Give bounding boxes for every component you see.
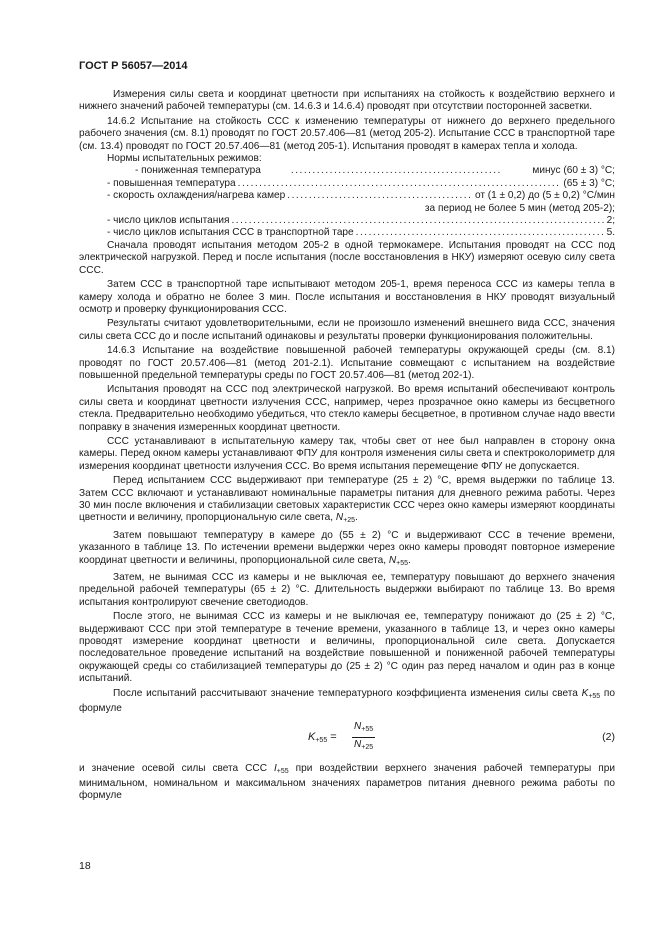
norm-row-cycles [79,215,615,227]
text-segment: и значение осевой силы света ССС [79,762,274,774]
formula-number: (2) [602,730,615,743]
norm-value: (65 ± 3) °С; [563,177,615,189]
subscript-plus-55: +55 [315,736,328,744]
norm-value: 5. [606,227,615,239]
symbol-n: N [354,720,362,732]
norm-value: минус (60 ± 3) °С; [532,165,615,177]
paragraph-results: Результаты считают удовлетворительными, если не произошло изменений внешнего вида ССС, значения силы света ССС до и после испытаний одинаковы и результаты проверки функционирования положительны. [79,318,615,342]
symbol-n: N [388,554,397,566]
subscript-plus-25: +25 [343,517,356,525]
symbol-i: I [273,762,277,774]
paragraph-camera-setup: ССС устанавливают в испытательную камеру так, чтобы свет от нее был направлен в сторону окна камеры. Перед окном камеры устанавливают ФПУ для контроля изменения силы света и спектроколориметр для измерения координат цветности излучения ССС. Во время испытания перемещение ФПУ не допускается. [79,435,615,472]
norm-row-cooling-rate-period: за период не более 5 мин (метод 205-2); [424,202,615,214]
paragraph-before-test [79,475,615,528]
fraction-denominator [352,738,375,754]
paragraph-raise-to-65: Затем, не вынимая ССС из камеры и не выключая ее, температуру повышают до верхнего значения предельной рабочей температуры (65 ± 2) °С. Длительность выдержки выбирают по таблице 13. Во время испытания контролируют свечение светодиодов. [79,572,615,608]
norm-label: - повышенная температура [107,177,236,189]
leader-dots [231,215,604,227]
symbol-n: N [335,512,344,524]
leader-dots [287,190,473,202]
paragraph-lower-to-25: После этого, не вынимая ССС из камеры и не выключая ее, температуру понижают до (25 ± 2) °С, выдерживают ССС при этой температуре в течение времени, указанного в таблице 13, и через окно камеры проводят измерение координат цветности и величины, пропорциональной силе света. Допускается последовательное проведение испытаний на воздействие повышенной и пониженной рабочей температуры окружающей среды со стабилизацией температуры до (25 ± 2) °С один раз перед началом и один раз в конце испытаний. [79,611,615,685]
subscript-plus-25: +25 [361,743,374,751]
norms-title: Нормы испытательных режимов: [107,153,262,165]
norm-label: - число циклов испытания [107,215,230,227]
norm-value: 2; [606,215,615,227]
norm-value: от (1 ± 0,2) до (5 ± 0,2) °С/мин [474,190,615,202]
text-segment: по формуле [79,687,616,715]
paragraph-14-6-2: 14.6.2 Испытание на стойкость ССС к изменению температуры от нижнего до верхнего предельного рабочего значения (см. 8.1) проводят по ГОСТ 20.57.406—81 (метод 205-2). Испытание ССС в транспортной таре (см. 13.4) проводят по ГОСТ 20.57.406—81 (метод 205-1). Испытания проводят в камерах тепла и холода. [79,115,615,152]
paragraph-coefficient-intro [79,688,615,716]
formula-lhs [308,731,337,747]
norm-label: - число циклов испытания ССС в транспортной таре [107,227,354,239]
norm-row-low-temperature [79,165,615,177]
symbol-k: K [581,687,589,699]
subscript-plus-55: +55 [276,767,289,775]
subscript-plus-55: +55 [588,692,601,700]
leader-dots [263,165,503,177]
paragraph-method-205-2: Сначала проводят испытания методом 205-2 в одной термокамере. Испытания проводят на ССС под электрической нагрузкой. Перед и после испытания (после восстановления в НКУ) измеряют осевую силу света ССС. [79,239,615,276]
norm-row-high-temperature [79,178,615,190]
text-segment: После испытаний рассчитывают значение температурного коэффициента изменения силы света [113,687,582,699]
page-number: 18 [79,860,91,872]
text-period: . [407,554,411,566]
standard-header: ГОСТ Р 56057—2014 [79,60,188,72]
paragraph-method-205-1: Затем ССС в транспортной таре испытывают методом 205-1, время переноса ССС из камеры тепла в камеру холода и обратно не более 3 мин. После испытания и восстановления в НКУ проводят визуальный осмотр и проверку функционирования ССС. [79,279,615,315]
norm-row-cooling-rate [79,190,615,202]
subscript-plus-55: +55 [361,725,374,733]
symbol-k: K [308,730,316,743]
text-segment: Перед испытанием ССС выдерживают при температуре (25 ± 2) °С, время выдержки по таблице 13. Затем ССС включают и устанавливают номинальные параметры питания для дневного режима работы. Через 30 мин после включения и стабилизации световых характеристик ССС через окно камеры измеряют координаты цветности и величину, пропорциональную силе света, [79,475,615,524]
paragraph-measurements-note: Измерения силы света и координат цветности при испытаниях на стойкость к воздействию верхнего и нижнего значений рабочей температуры (см. 14.6.3 и 14.6.4) проводят при отсутствии посторонней засветки. [79,89,615,113]
norm-label: - пониженная температура [135,165,261,177]
paragraph-raise-to-55 [79,530,615,570]
text-period: . [355,512,358,524]
text-segment: при воздействии верхнего значения рабочей температуры при минимальном, номинальном и максимальном значениях параметров питания дневного режима работы по формуле [79,762,615,802]
formula-fraction [352,721,375,755]
formula-2 [79,719,615,759]
norm-label: - скорость охлаждения/нагрева камер [107,190,286,202]
document-body [79,89,615,803]
subscript-plus-55: +55 [396,559,408,567]
text-segment: Затем повышают температуру в камере до (55 ± 2) °С и выдерживают ССС в течение времени, указанного в таблице 13. По истечении времени выдержки через окно камеры проводят повторное измерение координат цветности и величины, пропорциональной силе света, [79,529,615,566]
paragraph-axial-intensity [79,763,615,803]
leader-dots [238,178,562,190]
norm-row-transport-cycles [79,227,615,239]
equals-sign: = [327,730,337,743]
paragraph-electrical-load: Испытания проводят на ССС под электрической нагрузкой. Во время испытаний обеспечивают контроль силы света и координат цветности излучения ССС, например, через прозрачное окно камеры из бесцветного стекла. Предварительно необходимо убедиться, что стекло камеры бесцветное, в противном случае надо ввести поправку в значения измеренных координат цветности. [79,384,615,433]
fraction-numerator [352,721,375,738]
paragraph-14-6-3: 14.6.3 Испытание на воздействие повышенной рабочей температуры окружающей среды (см. 8.1) проводят по ГОСТ 20.57.406—81 (метод 201-2.1). Испытание совмещают с испытанием на воздействие повышенной предельной температуры среды по ГОСТ 20.57.406—81 (метод 202-1). [79,345,615,381]
symbol-n: N [354,738,362,750]
leader-dots [356,227,605,239]
